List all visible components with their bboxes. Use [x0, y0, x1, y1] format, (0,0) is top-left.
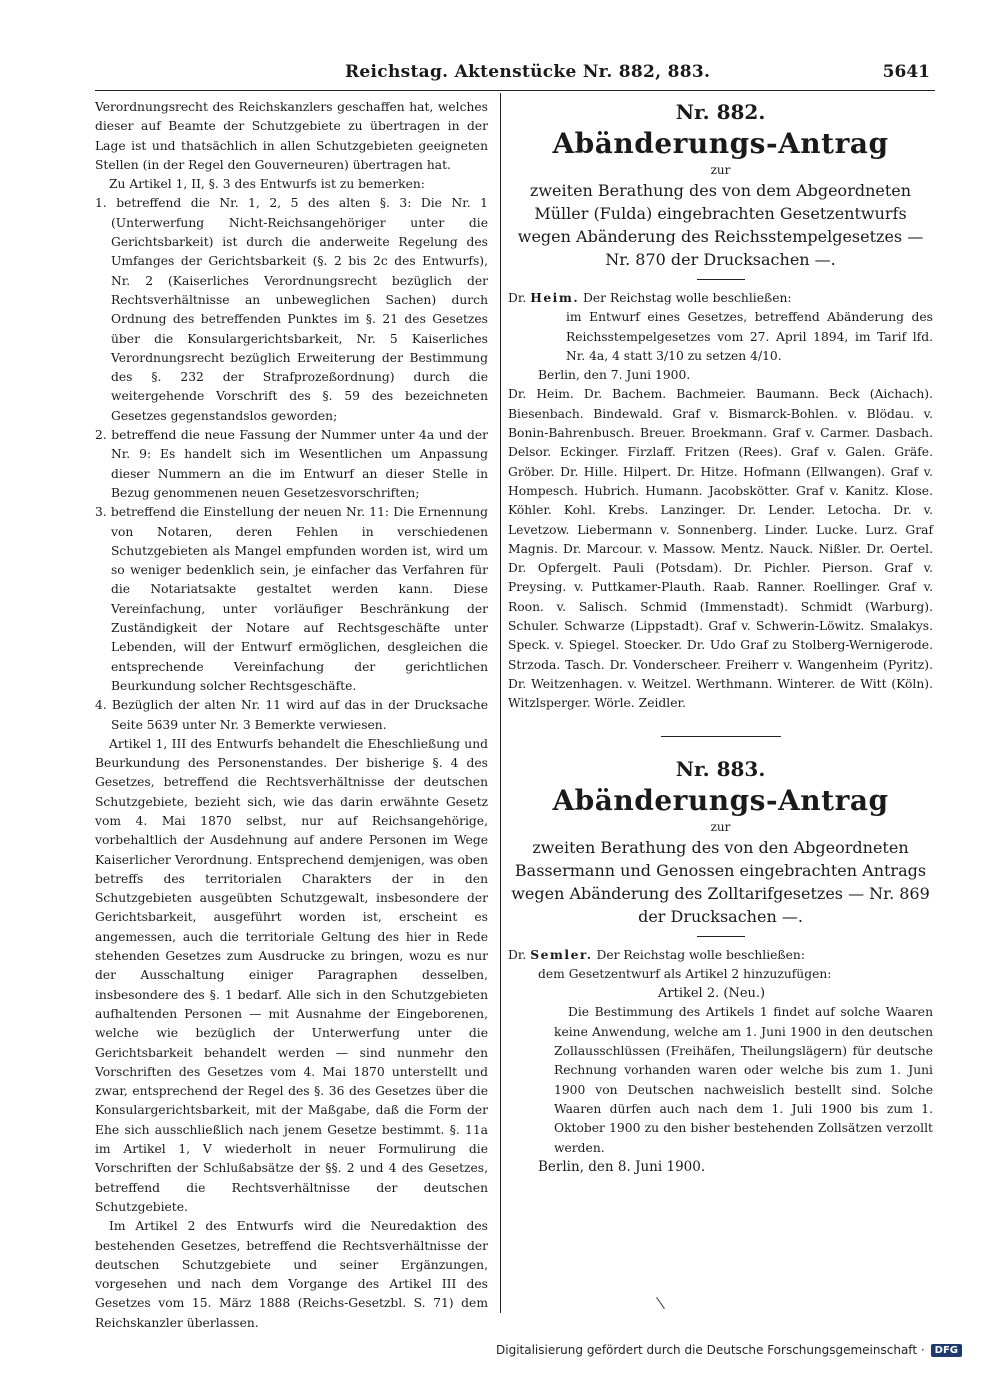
list-item-3: 3. betreffend die Einstellung der neuen Nr. 11: Die Ernennung von Notaren, deren Fehlen in verschiedenen Schutzgebieten als Mangel empfunden worden ist, wird um so weniger bedenklich sein, je einfacher das Verfahren für die Notariatsakte gestaltet werden kann. Diese Vereinfachung, unter vorläufiger Beschränkung der Zuständigkeit der Notare auf Rechtsgeschäfte unter Lebenden, will der Entwurf ermöglichen, desgleichen die entsprechende Vereinfachung der gerichtlichen Beurkundung solcher Rechtsgeschäfte. — [95, 505, 488, 693]
section-rule — [661, 736, 781, 737]
left-paragraph-1: Verordnungsrecht des Reichskanzlers geschaffen hat, welches dieser auf Beamte der Schutzgebiete zu übertragen in der Lage ist und thatsächlich in allen Schutzgebieten geeigneten Stellen (in der Regel den Gouverneuren) übertragen hat. — [95, 100, 488, 172]
doc-883-date: Berlin, den 8. Juni 1900. — [538, 1158, 706, 1175]
doc-883-zur: zur — [710, 819, 731, 834]
doc-883-number: Nr. 883. — [675, 756, 766, 781]
doc-882-proposer: Heim. — [530, 290, 580, 305]
doc-883-proposer: Semler. — [530, 946, 593, 962]
doc-882-title: Abänderungs-Antrag — [552, 127, 889, 160]
doc-882-subtitle: zweiten Berathung des von dem Abgeordneten Müller (Fulda) eingebrachten Gesetzentwurfs wegen Abänderung des Reichsstempelgesetzes — Nr. 870 der Drucksachen —. — [517, 181, 924, 269]
doc-882-motion: im Entwurf eines Gesetzes, betreffend Abänderung des Reichsstempelgesetzes vom 27. April 1894, im Tarif lfd. Nr. 4a, 4 statt 3/10 zu setzen 4/10. — [566, 310, 933, 363]
list-item-4: 4. Bezüglich der alten Nr. 11 wird auf das in der Drucksache Seite 5639 unter Nr. 3 Bemerkte verwiesen. — [95, 698, 488, 732]
doc-882-date: Berlin, den 7. Juni 1900. — [538, 368, 691, 383]
doc-883-title: Abänderungs-Antrag — [552, 783, 889, 817]
stray-mark — [656, 1297, 665, 1309]
doc-882-proposer-line: Dr. Heim. Der Reichstag wolle beschließen: — [508, 290, 792, 305]
right-column — [508, 98, 933, 1177]
footer — [496, 1340, 962, 1360]
footer-text: Digitalisierung gefördert durch die Deutsche Forschungsgemeinschaft · — [496, 1343, 925, 1357]
short-rule — [697, 279, 745, 280]
left-paragraph-4: Im Artikel 2 des Entwurfs wird die Neuredaktion des bestehenden Gesetzes, betreffend die Rechtsverhältnisse der deutschen Schutzgebiete und seiner Ergänzungen, vorgesehen und nach dem Vorgange des Artikel III des Gesetzes vom 15. März 1888 (Reichs-Gesetzbl. S. 71) dem Reichskanzler überlassen. — [95, 1219, 488, 1330]
page-number: 5641 — [882, 62, 930, 82]
left-paragraph-3: Artikel 1, III des Entwurfs behandelt die Eheschließung und Beurkundung des Personenstandes. Der bisherige §. 4 des Gesetzes, betreffend die Rechtsverhältnisse der deutschen Schutzgebiete, bezieht sich, wie das darin erwähnte Gesetz vom 4. Mai 1870 selbst, nur auf Reichsangehörige, vorbehaltlich der Ausdehnung auf andere Personen im Wege Kaiserlicher Verordnung. Entsprechend demjenigen, was oben betreffs des territorialen Charakters der in den Schutzgebieten ausgeübten Schutzgewalt, insbesondere der Gerichtsbarkeit, ausgeführt worden ist, erscheint es angemessen, auch die territoriale Geltung des hier in Rede stehenden Gesetzes zum Ausdrucke zu bringen, wozu es nur der Ausschaltung einiger Paragraphen desselben, insbesondere des §. 1 bedarf. Alle sich in den Schutzgebieten aufhaltenden Personen — mit Ausnahme der Eingeborenen, welche wie bezüglich der Unterwerfung unter die Gerichtsbarkeit behandelt werden — sind nunmehr den Vorschriften des Gesetzes vom 4. Mai 1870 unterstellt und zwar, entsprechend der Regel des §. 36 des Gesetzes über die Konsulargerichtsbarkeit, mit der Maßgabe, daß die Form der Ehe sich ausschließlich nach jenem Gesetze bestimmt. §. 11a im Artikel 1, V wiederholt in neuer Formulirung die Vorschriften der Schlußabsätze der §§. 2 und 4 des Gesetzes, betreffend die Rechtsverhältnisse der deutschen Schutzgebiete. — [95, 736, 488, 1214]
list-item-1: 1. betreffend die Nr. 1, 2, 5 des alten §. 3: Die Nr. 1 (Unterwerfung Nicht-Reichsangehöriger unter die Gerichtsbarkeit) ist durch die anderweite Regelung des Umfanges der Gerichtsbarkeit (§. 2 bis 2c des Entwurfs), Nr. 2 (Kaiserliches Verordnungsrecht bezüglich der Rechtsverhältnisse an unbeweglichen Sachen) durch Ordnung des betreffenden Punktes im §. 21 des Gesetzes über die Konsulargerichtsbarkeit, Nr. 5 Kaiserliches Verordnungsrecht bezüglich Erweiterung der Bestimmung des §. 232 der Strafprozeßordnung) durch die weitergehende Vorschrift des §. 59 des bezeichneten Gesetzes gegenstandslos geworden; — [95, 196, 488, 423]
page-header — [120, 62, 930, 86]
dfg-logo-icon: DFG — [931, 1344, 962, 1357]
list-item-2: 2. betreffend die neue Fassung der Nummer unter 4a und der Nr. 9: Es handelt sich im Wesentlichen um Anpassung dieser Nummern an die im Entwurf an dieser Stelle in Bezug genommenen neuen Gesetzesvorschriften; — [95, 428, 488, 500]
left-paragraph-2: Zu Artikel 1, II, §. 3 des Entwurfs ist zu bemerken: — [109, 177, 425, 192]
header-rule — [95, 90, 935, 91]
short-rule — [697, 936, 745, 937]
doc-882-signatories: Dr. Heim. Dr. Bachem. Bachmeier. Baumann. Beck (Aichach). Biesenbach. Bindewald. Graf v. Bismarck-Bohlen. v. Blödau. v. Bonin-Bahrenbusch. Breuer. Broekmann. Graf v. Carmer. Dasbach. Delsor. Eckinger. Firzlaff. Fritzen (Rees). Graf v. Galen. Gräfe. Gröber. Dr. Hille. Hilpert. Dr. Hitze. Hofmann (Ellwangen). Graf v. Hompesch. Hubrich. Humann. Jacobskötter. Graf v. Kanitz. Klose. Köhler. Kohl. Krebs. Lanzinger. Dr. Lender. Letocha. Dr. v. Levetzow. Liebermann v. Sonnenberg. Linder. Lucke. Lurz. Graf Magnis. Dr. Marcour. v. Massow. Mentz. Nauck. Nißler. Dr. Oertel. Dr. Opfergelt. Pauli (Potsdam). Dr. Pichler. Pierson. Graf v. Preysing. v. Puttkamer-Plauth. Raab. Ranner. Roellinger. Graf v. Roon. v. Salisch. Schmid (Immenstadt). Schmidt (Warburg). Schuler. Schwarze (Lippstadt). Graf v. Schwerin-Löwitz. Smalakys. Speck. v. Spiegel. Stoecker. Dr. Udo Graf zu Stolberg-Wernigerode. Strzoda. Tasch. Dr. Vonderscheer. Freiherr v. Wangenheim (Pyritz). Dr. Weitzenhagen. v. Weitzel. Werthmann. Winterer. de Witt (Köln). Witzlsperger. Wörle. Zeidler. — [508, 387, 933, 711]
doc-883-subtitle: zweiten Berathung des von den Abgeordneten Bassermann und Genossen eingebrachten Antrags wegen Abänderung des Zolltarifgesetzes — Nr. 869 der Drucksachen —. — [511, 837, 930, 926]
column-divider — [500, 93, 501, 1313]
doc-883-text: Die Bestimmung des Artikels 1 findet auf solche Waaren keine Anwendung, welche am 1. Juni 1900 in den deutschen Zollausschlüssen (Freihäfen, Theilungslägern) für deutsche Rechnung vorhanden waren oder welche bis zum 1. Juni 1900 von Deutschen nachweislich bestellt sind. Solche Waaren dürfen auch nach dem 1. Juli 1900 bis zum 1. Oktober 1900 zu den bisher bestehenden Zollsätzen verzollt werden. — [554, 1005, 933, 1155]
running-title: Reichstag. Aktenstücke Nr. 882, 883. — [345, 62, 711, 82]
left-column — [95, 98, 488, 1333]
doc-882-zur: zur — [710, 163, 731, 177]
doc-883-artikel: Artikel 2. (Neu.) — [658, 986, 766, 1002]
doc-883-motion: dem Gesetzentwurf als Artikel 2 hinzuzufügen: — [538, 966, 832, 981]
doc-883-proposer-line: Dr. Semler. Der Reichstag wolle beschließen: — [508, 946, 805, 962]
doc-882-number: Nr. 882. — [675, 100, 766, 124]
